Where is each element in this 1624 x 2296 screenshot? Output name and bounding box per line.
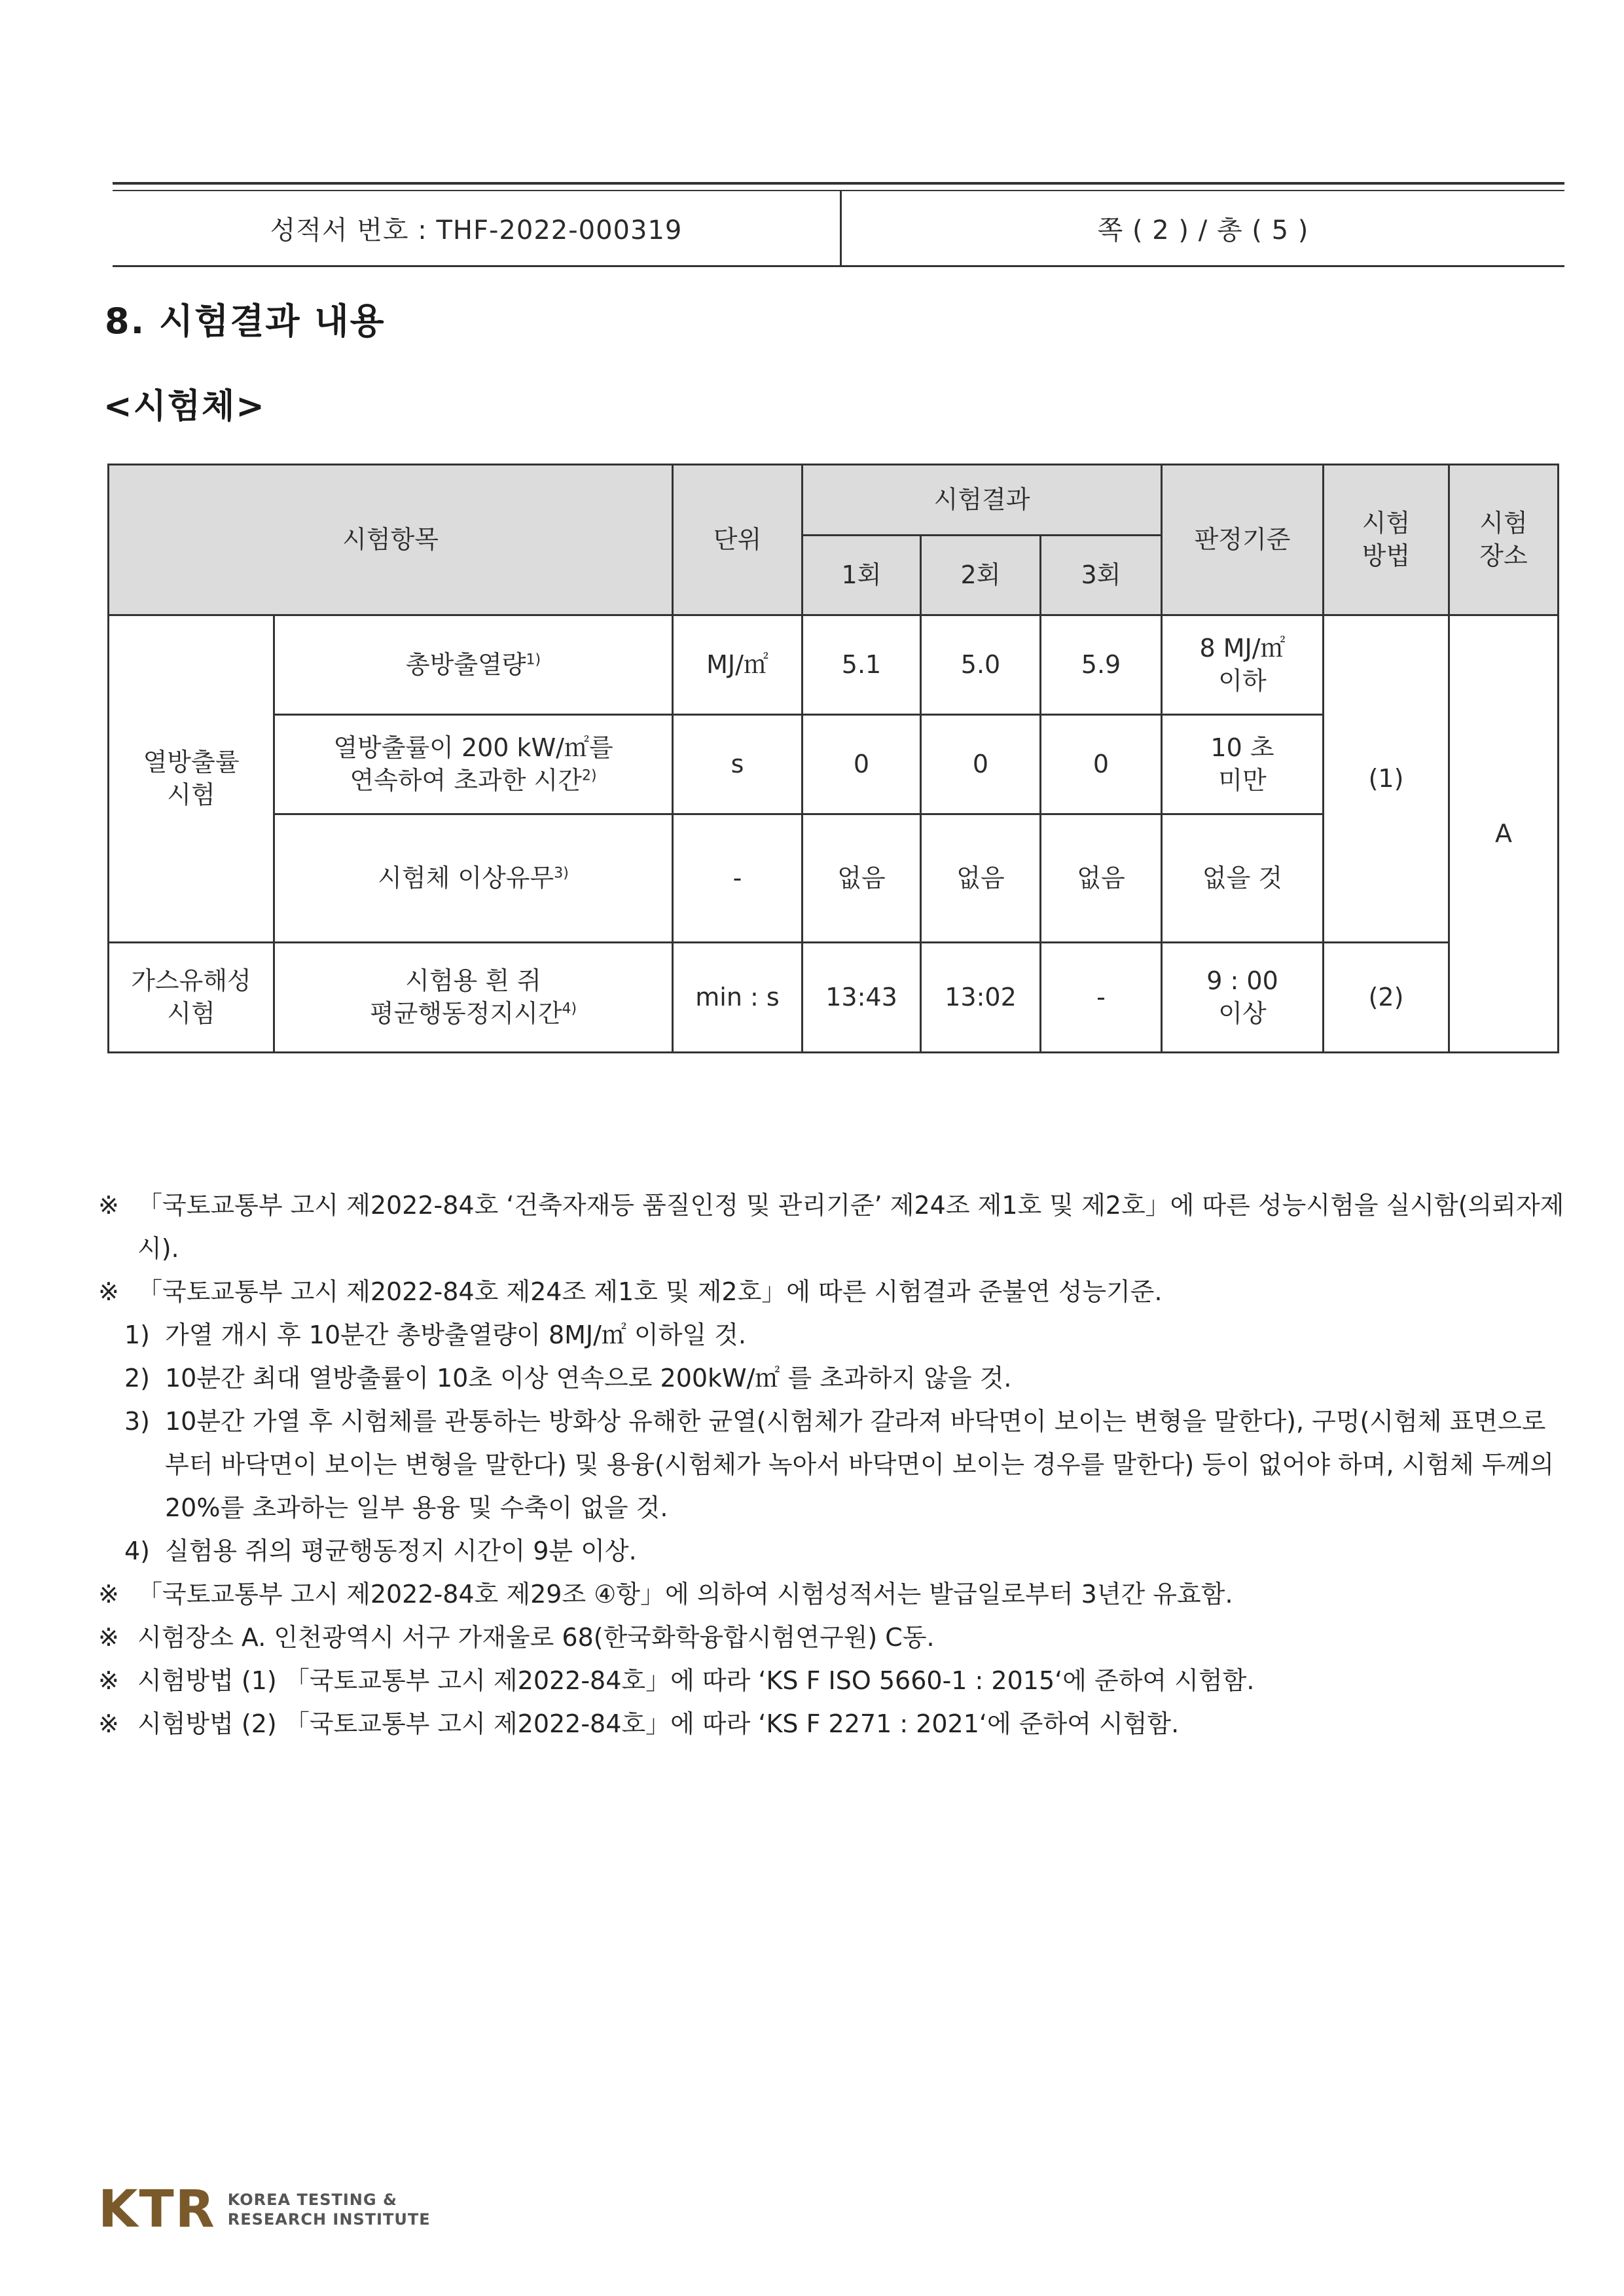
header-place: 시험 장소 xyxy=(1449,465,1559,615)
header-round-1: 1회 xyxy=(803,536,921,615)
header-rule-bottom xyxy=(113,265,1564,267)
result-cell: 5.1 xyxy=(803,615,921,715)
header-unit: 단위 xyxy=(673,465,803,615)
ktr-logo xyxy=(98,2180,431,2239)
item-total-heat: 총방출열량$^{1)}$ xyxy=(274,615,673,715)
note-4: ※ 시험장소 A. 인천광역시 서구 가재울로 68(한국화학융합시험연구원) C동. xyxy=(98,1623,935,1652)
sub-note-3: 3) 10분간 가열 후 시험체를 관통하는 방화상 유해한 균열(시험체가 갈라져 바닥면이 보이는 변형을 말한다), 구멍(시험체 표면으로부터 바닥면이 보이는 변형을 말한다) 및 용융(시험체가 녹아서 바닥면이 보이는 경우를 말한다) 등이 없어야 하며, 시험체 두께의 20%를 초과하는 일부 용융 및 수축이 없을 것. xyxy=(124,1407,1554,1522)
note-3: ※ 「국토교통부 고시 제2022-84호 제29조 ④항」에 의하여 시험성적서는 발급일로부터 3년간 유효함. xyxy=(98,1580,1233,1609)
group-heat-release: 열방출률 시험 xyxy=(109,615,274,943)
item-heat-release-time: 열방출률이 200 kW/㎡를 연속하여 초과한 시간$^{2)}$ xyxy=(274,715,673,814)
result-cell: 0 xyxy=(921,715,1041,814)
header-criteria: 판정기준 xyxy=(1162,465,1324,615)
criteria-cell: 9 : 00 이상 xyxy=(1162,943,1324,1053)
result-cell: 5.0 xyxy=(921,615,1041,715)
sub-note-2: 2) 10분간 최대 열방출률이 10초 이상 연속으로 200kW/㎡ 를 초과하지 않을 것. xyxy=(124,1364,1012,1393)
result-cell: 없음 xyxy=(1041,814,1162,943)
result-cell: 0 xyxy=(1041,715,1162,814)
place-cell: A xyxy=(1449,615,1559,1053)
unit-cell: s xyxy=(673,715,803,814)
unit-cell: MJ/㎡ xyxy=(673,615,803,715)
group-gas-toxicity: 가스유해성 시험 xyxy=(109,943,274,1053)
note-1: ※ 「국토교통부 고시 제2022-84호 ‘건축자재등 품질인정 및 관리기준’ 제24조 제1호 및 제2호」에 따른 성능시험을 실시함(의뢰자제시). xyxy=(98,1191,1564,1263)
header-method: 시험 방법 xyxy=(1324,465,1449,615)
note-5: ※ 시험방법 (1) 「국토교통부 고시 제2022-84호」에 따라 ‘KS F ISO 5660-1 : 2015‘에 준하여 시험함. xyxy=(98,1666,1255,1695)
table-row xyxy=(109,615,1559,715)
criteria-cell: 없을 것 xyxy=(1162,814,1324,943)
result-cell: 없음 xyxy=(803,814,921,943)
method-cell-2: (2) xyxy=(1324,943,1449,1053)
unit-cell: min : s xyxy=(673,943,803,1053)
result-cell: 0 xyxy=(803,715,921,814)
notes xyxy=(98,1184,1564,1745)
note-2: ※ 「국토교통부 고시 제2022-84호 제24조 제1호 및 제2호」에 따른 시험결과 준불연 성능기준. xyxy=(98,1277,1163,1306)
page-indicator: 쪽 ( 2 ) / 총 ( 5 ) xyxy=(1097,215,1309,246)
header-result: 시험결과 xyxy=(803,465,1162,536)
header-row-1 xyxy=(109,465,1559,536)
section-title: 8. 시험결과 내용 xyxy=(105,301,386,342)
header-rule-top xyxy=(113,182,1564,185)
ktr-logo-mark: KTR xyxy=(98,2180,216,2239)
header-round-3: 3회 xyxy=(1041,536,1162,615)
report-number: 성적서 번호 : THF-2022-000319 xyxy=(270,215,683,246)
unit-cell: - xyxy=(673,814,803,943)
result-cell: 5.9 xyxy=(1041,615,1162,715)
result-cell: 없음 xyxy=(921,814,1041,943)
criteria-cell: 10 초 미만 xyxy=(1162,715,1324,814)
header-item: 시험항목 xyxy=(109,465,673,615)
ktr-logo-text: KOREA TESTING & RESEARCH INSTITUTE xyxy=(227,2191,431,2229)
criteria-cell: 8 MJ/㎡ 이하 xyxy=(1162,615,1324,715)
results-table xyxy=(107,464,1559,1053)
header-round-2: 2회 xyxy=(921,536,1041,615)
item-specimen-defect: 시험체 이상유무$^{3)}$ xyxy=(274,814,673,943)
table-row xyxy=(109,943,1559,1053)
result-cell: 13:02 xyxy=(921,943,1041,1053)
result-cell: 13:43 xyxy=(803,943,921,1053)
method-cell-1: (1) xyxy=(1324,615,1449,943)
sub-title: <시험체> xyxy=(103,387,266,426)
sub-note-4: 4) 실험용 쥐의 평균행동정지 시간이 9분 이상. xyxy=(124,1537,637,1565)
sub-note-1: 1) 가열 개시 후 10분간 총방출열량이 8MJ/㎡ 이하일 것. xyxy=(124,1321,746,1349)
note-6: ※ 시험방법 (2) 「국토교통부 고시 제2022-84호」에 따라 ‘KS F 2271 : 2021‘에 준하여 시험함. xyxy=(98,1709,1180,1738)
item-mouse-stop-time: 시험용 흰 쥐 평균행동정지시간$^{4)}$ xyxy=(274,943,673,1053)
result-cell: - xyxy=(1041,943,1162,1053)
